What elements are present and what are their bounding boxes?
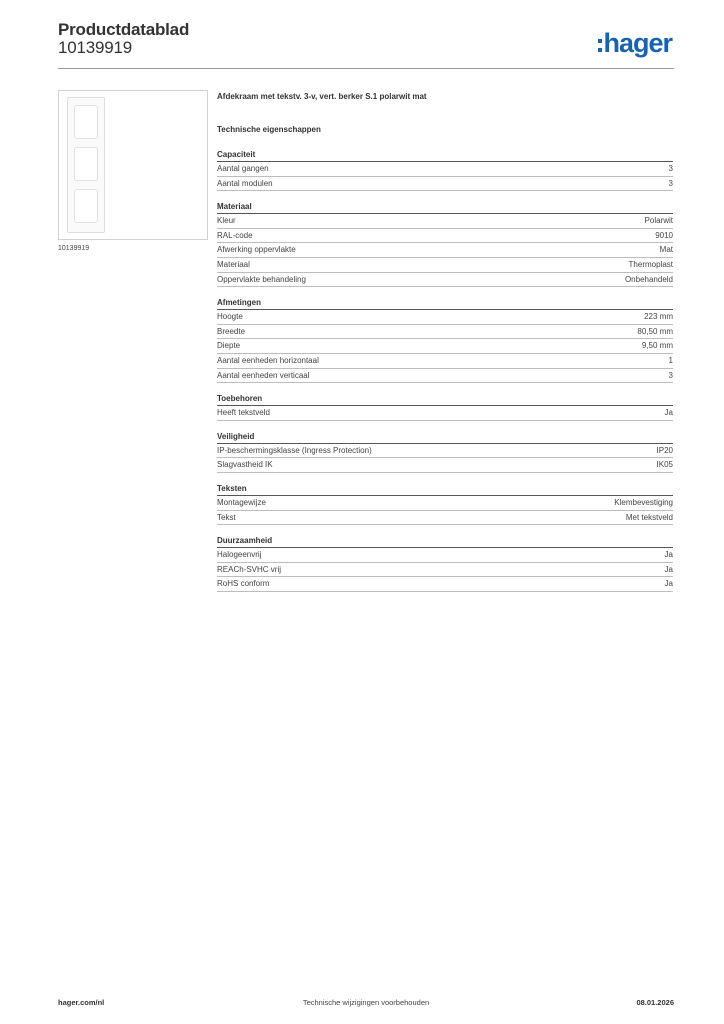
property-value: 1 — [668, 355, 673, 365]
frame-opening — [74, 147, 98, 181]
property-section — [217, 432, 673, 473]
cover-frame-illustration — [67, 97, 105, 233]
document-number: 10139919 — [58, 38, 133, 57]
property-value: Klembevestiging — [614, 497, 673, 507]
property-label: Hoogte — [217, 312, 243, 322]
property-row — [217, 563, 673, 578]
property-row — [217, 258, 673, 273]
property-section — [217, 484, 673, 525]
property-label: Oppervlakte behandeling — [217, 274, 306, 284]
section-heading: Capaciteit — [217, 150, 673, 162]
property-label: RoHS conform — [217, 579, 270, 589]
property-row — [217, 273, 673, 288]
section-heading: Teksten — [217, 484, 673, 496]
property-sections — [217, 150, 673, 592]
property-row — [217, 577, 673, 592]
frame-opening — [74, 105, 98, 139]
property-section — [217, 202, 673, 287]
property-row — [217, 511, 673, 526]
property-value: IK05 — [656, 460, 673, 470]
property-label: Slagvastheid IK — [217, 460, 273, 470]
footer-date: 08.01.2026 — [636, 998, 674, 1007]
product-image — [58, 90, 208, 240]
property-value: 80,50 mm — [637, 326, 673, 336]
property-value: 3 — [668, 164, 673, 173]
property-value: 223 mm — [644, 312, 673, 322]
property-value: Ja — [664, 564, 673, 574]
hager-logo — [598, 28, 672, 59]
property-row — [217, 243, 673, 258]
property-row — [217, 354, 673, 369]
property-label: Tekst — [217, 512, 236, 522]
logo-text: hager — [603, 28, 672, 58]
property-row — [217, 310, 673, 325]
property-value: Ja — [664, 579, 673, 589]
page-header — [58, 20, 674, 70]
property-value: Onbehandeld — [624, 274, 673, 284]
property-section — [217, 394, 673, 421]
property-row — [217, 458, 673, 473]
footer-website: hager.com/nl — [58, 998, 105, 1007]
property-label: Kleur — [217, 216, 236, 226]
property-section — [217, 298, 673, 383]
section-heading: Veiligheid — [217, 432, 673, 444]
property-section — [217, 150, 673, 191]
frame-opening — [74, 189, 98, 223]
property-label: Materiaal — [217, 259, 250, 269]
image-caption: 10139919 — [58, 245, 90, 252]
property-row — [217, 177, 673, 192]
property-section — [217, 536, 673, 592]
section-heading: Materiaal — [217, 202, 673, 214]
section-heading: Duurzaamheid — [217, 536, 673, 548]
property-value: Ja — [664, 550, 673, 560]
header-divider — [58, 68, 674, 69]
property-label: RAL-code — [217, 230, 253, 240]
property-label: Aantal eenheden verticaal — [217, 370, 310, 380]
property-label: Montagewijze — [217, 497, 266, 507]
property-value: Met tekstveld — [625, 512, 673, 522]
property-label: Diepte — [217, 341, 241, 351]
property-value: 9010 — [655, 230, 673, 240]
property-value: Mat — [659, 245, 673, 255]
property-label: Heeft tekstveld — [217, 408, 270, 418]
property-label: Halogeenvrij — [217, 550, 262, 560]
property-row — [217, 548, 673, 563]
section-heading: Afmetingen — [217, 298, 673, 310]
property-row — [217, 229, 673, 244]
property-row — [217, 214, 673, 229]
property-value: IP20 — [656, 445, 673, 455]
page-footer — [58, 998, 674, 1010]
property-value: Ja — [664, 408, 673, 418]
document-title: Productdatablad — [58, 20, 190, 39]
property-value: 3 — [668, 370, 673, 380]
property-row — [217, 339, 673, 354]
property-row — [217, 406, 673, 421]
property-label: REACh-SVHC vrij — [217, 564, 282, 574]
property-row — [217, 444, 673, 459]
section-heading: Toebehoren — [217, 394, 673, 406]
property-label: Aantal gangen — [217, 164, 269, 173]
property-value: Thermoplast — [628, 259, 673, 269]
property-row — [217, 496, 673, 511]
property-value: 3 — [668, 178, 673, 188]
property-row — [217, 325, 673, 340]
property-label: Aantal modulen — [217, 178, 273, 188]
property-label: IP-beschermingsklasse (Ingress Protection) — [217, 445, 372, 455]
property-label: Afwerking oppervlakte — [217, 245, 296, 255]
properties-heading: Technische eigenschappen — [217, 125, 321, 134]
property-row — [217, 162, 673, 177]
property-label: Aantal eenheden horizontaal — [217, 355, 319, 365]
property-value: Polarwit — [644, 216, 673, 226]
property-value: 9,50 mm — [641, 341, 673, 351]
footer-disclaimer: Technische wijzigingen voorbehouden — [302, 998, 430, 1007]
product-details — [217, 92, 673, 603]
logo-dots-icon — [598, 39, 602, 52]
property-label: Breedte — [217, 326, 246, 336]
product-name: Afdekraam met tekstv. 3-v, vert. berker S.1 polarwit mat — [217, 92, 427, 101]
property-row — [217, 369, 673, 384]
